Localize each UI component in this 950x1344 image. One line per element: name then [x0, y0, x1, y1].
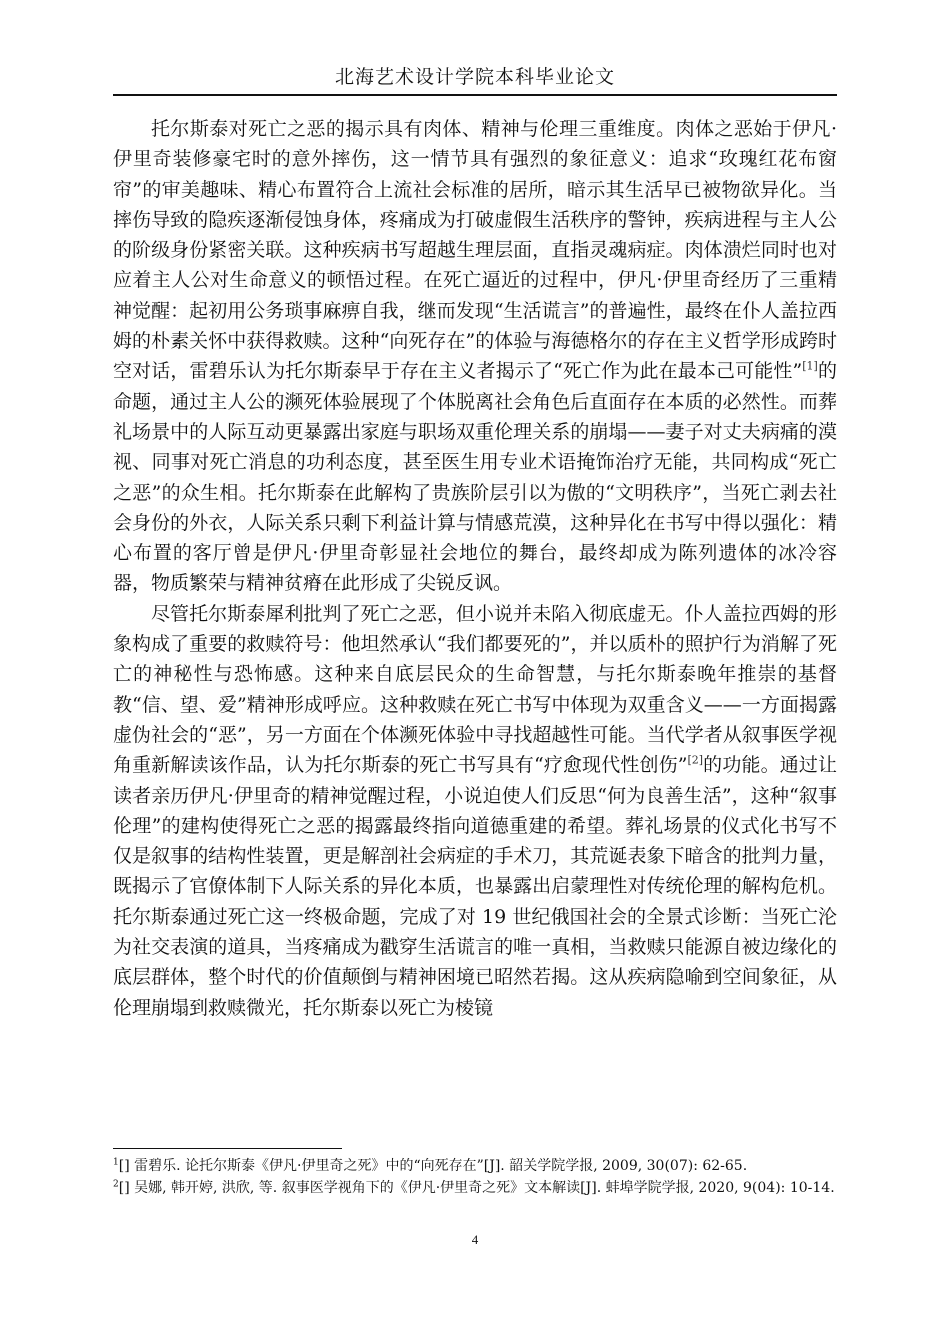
paragraph-1-text-b: 的命题，通过主人公的濒死体验展现了个体脱离社会角色后直面存在本质的必然性。而葬礼场景中的人际互动更暴露出家庭与职场双重伦理关系的崩塌——妻子对丈夫病痛的漠视、同事对死亡消息的功利态度，甚至医生用专业术语掩饰治疗无能，共同构成“死亡之恶”的众生相。托尔斯泰在此解构了贵族阶层引以为傲的“文明秩序”，当死亡剥去社会身份的外衣，人际关系只剩下利益计算与情感荒漠，这种异化在书写中得以强化：精心布置的客厅曾是伊凡·伊里奇彰显社会地位的舞台，最终却成为陈列遗体的冰冷容器，物质繁荣与精神贫瘠在此形成了尖锐反讽。	[113, 360, 837, 595]
header-rule	[113, 94, 837, 96]
footnote-1-text: [] 雷碧乐. 论托尔斯泰《伊凡·伊里奇之死》中的“向死存在”[J]. 韶关学院学报, 2009, 30(07): 62-65.	[118, 1158, 748, 1174]
footnote-1-mark: 1	[113, 1157, 119, 1168]
footnote-2-text: [] 吴娜, 韩开婷, 洪欣, 等. 叙事医学视角下的《伊凡·伊里奇之死》文本解读[J]. 蚌埠学院学报, 2020, 9(04): 10-14.	[118, 1180, 835, 1196]
running-header: 北海艺术设计学院本科毕业论文	[334, 66, 615, 88]
citation-ref-1[interactable]: [1]	[802, 360, 818, 374]
body-paragraph-1	[113, 114, 837, 599]
paragraph-2-text-b: 的功能。通过让读者亲历伊凡·伊里奇的精神觉醒过程，小说迫使人们反思“何为良善生活”，这种“叙事伦理”的建构使得死亡之恶的揭露最终指向道德重建的希望。葬礼场景的仪式化书写不仅是叙事的结构性装置，更是解剖社会病症的手术刀，其荒诞表象下暗含的批判力量，既揭示了官僚体制下人际关系的异化本质，也暴露出启蒙理性对传统伦理的解构危机。托尔斯泰通过死亡这一终极命题，完成了对 19 世纪俄国社会的全景式诊断：当死亡沦为社交表演的道具，当疼痛成为戳穿生活谎言的唯一真相，当救赎只能源自被边缘化的底层群体，整个时代的价值颠倒与精神困境已昭然若揭。这从疾病隐喻到空间象征，从伦理崩塌到救赎微光，托尔斯泰以死亡为棱镜	[113, 754, 837, 1019]
footnote-rule	[113, 1148, 342, 1149]
paragraph-2-text-a: 尽管托尔斯泰犀利批判了死亡之恶，但小说并未陷入彻底虚无。仆人盖拉西姆的形象构成了重要的救赎符号：他坦然承认“我们都要死的”，并以质朴的照护行为消解了死亡的神秘性与恐怖感。这种来自底层民众的生命智慧，与托尔斯泰晚年推崇的基督教“信、望、爱”精神形成呼应。这种救赎在死亡书写中体现为双重含义——一方面揭露虚伪社会的“恶”，另一方面在个体濒死体验中寻找超越性可能。当代学者从叙事医学视角重新解读该作品，认为托尔斯泰的死亡书写具有“疗愈现代性创伤”	[113, 602, 837, 777]
citation-ref-2[interactable]: [2]	[687, 753, 704, 767]
paragraph-1-text-a: 托尔斯泰对死亡之恶的揭示具有肉体、精神与伦理三重维度。肉体之恶始于伊凡·伊里奇装修豪宅时的意外摔伤，这一情节具有强烈的象征意义：追求“玫瑰红花布窗帘”的审美趣味、精心布置符合上流社会标准的居所，暗示其生活早已被物欲异化。当摔伤导致的隐疾逐渐侵蚀身体，疼痛成为打破虚假生活秩序的警钟，疾病进程与主人公的阶级身份紧密关联。这种疾病书写超越生理层面，直指灵魂病症。肉体溃烂同时也对应着主人公对生命意义的顿悟过程。在死亡逼近的过程中，伊凡·伊里奇经历了三重精神觉醒：起初用公务琐事麻痹自我，继而发现“生活谎言”的普遍性，最终在仆人盖拉西姆的朴素关怀中获得救赎。这种“向死存在”的体验与海德格尔的存在主义哲学形成跨时空对话，雷碧乐认为托尔斯泰早于存在主义者揭示了“死亡作为此在最本己可能性”	[113, 118, 837, 383]
footnote-2-mark: 2	[113, 1179, 119, 1190]
footnote-1	[113, 1156, 837, 1177]
main-text	[113, 114, 837, 1023]
page-number: 4	[471, 1232, 479, 1247]
body-paragraph-2	[113, 599, 837, 1023]
footnote-2	[113, 1178, 837, 1199]
footnotes	[113, 1156, 837, 1200]
